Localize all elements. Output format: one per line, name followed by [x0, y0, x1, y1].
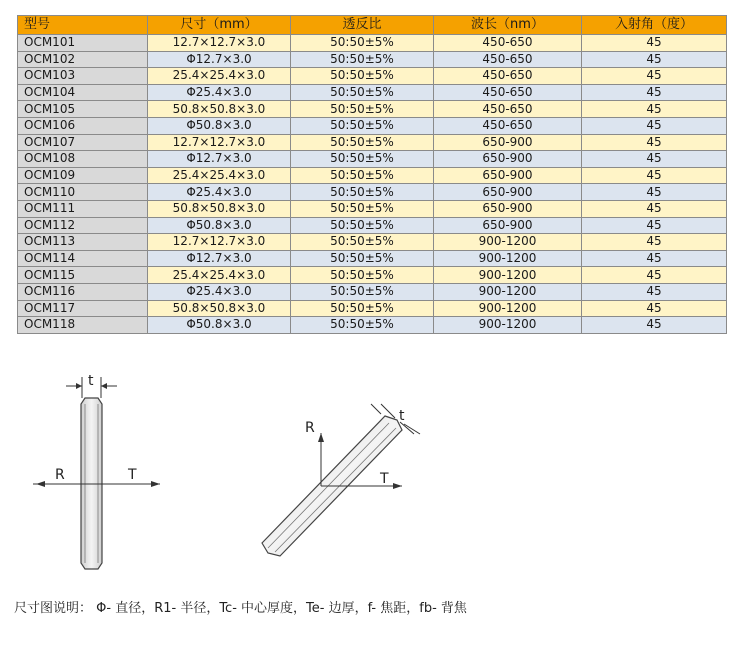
cell-angle: 45	[582, 51, 727, 68]
right-plate-diagram	[262, 404, 420, 556]
right-plate-edge-2	[275, 428, 396, 552]
cell-wavelength: 900-1200	[434, 317, 582, 334]
cell-model: OCM102	[18, 51, 148, 68]
cell-ratio: 50:50±5%	[291, 200, 434, 217]
table-row	[18, 167, 727, 184]
cell-model: OCM111	[18, 200, 148, 217]
cell-wavelength: 650-900	[434, 167, 582, 184]
table-row	[18, 234, 727, 251]
cell-model: OCM110	[18, 184, 148, 201]
cell-model: OCM103	[18, 68, 148, 85]
cell-model: OCM101	[18, 35, 148, 52]
cell-ratio: 50:50±5%	[291, 117, 434, 134]
left-dim-arrowhead-left	[76, 383, 82, 389]
cell-size: Φ50.8×3.0	[148, 317, 291, 334]
table-row	[18, 300, 727, 317]
header-wavelength: 波长（nm）	[434, 16, 582, 35]
left-thickness-label: t	[88, 373, 94, 389]
left-dim-arrowhead-right	[101, 383, 107, 389]
table-row	[18, 267, 727, 284]
right-dim-arrow-1	[381, 404, 395, 418]
left-reflected-label: R	[55, 467, 65, 483]
cell-size: 12.7×12.7×3.0	[148, 234, 291, 251]
cell-size: Φ25.4×3.0	[148, 184, 291, 201]
cell-ratio: 50:50±5%	[291, 184, 434, 201]
cell-model: OCM117	[18, 300, 148, 317]
cell-wavelength: 450-650	[434, 117, 582, 134]
cell-model: OCM107	[18, 134, 148, 151]
cell-size: Φ50.8×3.0	[148, 117, 291, 134]
cell-angle: 45	[582, 317, 727, 334]
table-row	[18, 35, 727, 52]
table-row	[18, 184, 727, 201]
cell-wavelength: 900-1200	[434, 267, 582, 284]
cell-angle: 45	[582, 200, 727, 217]
cell-ratio: 50:50±5%	[291, 317, 434, 334]
cell-ratio: 50:50±5%	[291, 167, 434, 184]
left-transmitted-label: T	[128, 467, 137, 483]
cell-model: OCM108	[18, 151, 148, 168]
cell-wavelength: 650-900	[434, 217, 582, 234]
cell-wavelength: 650-900	[434, 200, 582, 217]
cell-size: Φ25.4×3.0	[148, 283, 291, 300]
right-reflected-label: R	[305, 420, 315, 436]
table-row	[18, 200, 727, 217]
cell-size: Φ50.8×3.0	[148, 217, 291, 234]
cell-ratio: 50:50±5%	[291, 250, 434, 267]
table-row	[18, 217, 727, 234]
table-row	[18, 317, 727, 334]
cell-angle: 45	[582, 267, 727, 284]
cell-size: Φ25.4×3.0	[148, 84, 291, 101]
cell-angle: 45	[582, 68, 727, 85]
cell-angle: 45	[582, 217, 727, 234]
left-transmit-arrowhead	[151, 481, 160, 487]
table-body	[18, 35, 727, 334]
cell-wavelength: 900-1200	[434, 300, 582, 317]
cell-angle: 45	[582, 184, 727, 201]
cell-angle: 45	[582, 101, 727, 118]
cell-angle: 45	[582, 283, 727, 300]
cell-size: 25.4×25.4×3.0	[148, 267, 291, 284]
cell-ratio: 50:50±5%	[291, 267, 434, 284]
cell-wavelength: 650-900	[434, 184, 582, 201]
cell-size: 50.8×50.8×3.0	[148, 300, 291, 317]
cell-angle: 45	[582, 134, 727, 151]
table-row	[18, 250, 727, 267]
cell-wavelength: 900-1200	[434, 250, 582, 267]
cell-model: OCM115	[18, 267, 148, 284]
cell-size: 12.7×12.7×3.0	[148, 134, 291, 151]
header-ratio: 透反比	[291, 16, 434, 35]
cell-angle: 45	[582, 84, 727, 101]
cell-wavelength: 900-1200	[434, 234, 582, 251]
table-row	[18, 101, 727, 118]
cell-wavelength: 900-1200	[434, 283, 582, 300]
cell-size: 12.7×12.7×3.0	[148, 35, 291, 52]
table-row	[18, 51, 727, 68]
cell-ratio: 50:50±5%	[291, 151, 434, 168]
cell-model: OCM116	[18, 283, 148, 300]
right-transmit-arrowhead	[393, 483, 402, 489]
cell-ratio: 50:50±5%	[291, 101, 434, 118]
cell-model: OCM104	[18, 84, 148, 101]
cell-wavelength: 450-650	[434, 51, 582, 68]
cell-model: OCM109	[18, 167, 148, 184]
cell-size: 50.8×50.8×3.0	[148, 101, 291, 118]
cell-model: OCM106	[18, 117, 148, 134]
table-row	[18, 84, 727, 101]
cell-size: Φ12.7×3.0	[148, 250, 291, 267]
cell-size: 50.8×50.8×3.0	[148, 200, 291, 217]
right-thickness-label: t	[399, 408, 405, 424]
cell-ratio: 50:50±5%	[291, 234, 434, 251]
cell-model: OCM113	[18, 234, 148, 251]
left-plate-diagram	[33, 373, 160, 569]
cell-ratio: 50:50±5%	[291, 84, 434, 101]
cell-model: OCM118	[18, 317, 148, 334]
cell-size: Φ12.7×3.0	[148, 51, 291, 68]
cell-ratio: 50:50±5%	[291, 134, 434, 151]
cell-angle: 45	[582, 234, 727, 251]
cell-wavelength: 450-650	[434, 101, 582, 118]
cell-size: Φ12.7×3.0	[148, 151, 291, 168]
right-transmitted-label: T	[380, 471, 389, 487]
cell-model: OCM105	[18, 101, 148, 118]
cell-ratio: 50:50±5%	[291, 283, 434, 300]
cell-wavelength: 650-900	[434, 134, 582, 151]
cell-ratio: 50:50±5%	[291, 51, 434, 68]
cell-size: 25.4×25.4×3.0	[148, 167, 291, 184]
table-header-row	[18, 16, 727, 35]
table-row	[18, 117, 727, 134]
spec-table	[17, 15, 727, 334]
cell-angle: 45	[582, 35, 727, 52]
cell-wavelength: 450-650	[434, 68, 582, 85]
cell-ratio: 50:50±5%	[291, 35, 434, 52]
cell-angle: 45	[582, 167, 727, 184]
right-reflect-arrowhead	[318, 433, 324, 442]
cell-ratio: 50:50±5%	[291, 300, 434, 317]
cell-ratio: 50:50±5%	[291, 217, 434, 234]
diagrams	[0, 360, 745, 590]
table-row	[18, 283, 727, 300]
cell-wavelength: 450-650	[434, 35, 582, 52]
cell-angle: 45	[582, 117, 727, 134]
header-angle: 入射角（度）	[582, 16, 727, 35]
table-row	[18, 151, 727, 168]
right-dim-ext-1	[371, 404, 381, 414]
cell-angle: 45	[582, 300, 727, 317]
cell-ratio: 50:50±5%	[291, 68, 434, 85]
table-row	[18, 68, 727, 85]
cell-wavelength: 650-900	[434, 151, 582, 168]
header-size: 尺寸（mm）	[148, 16, 291, 35]
cell-model: OCM112	[18, 217, 148, 234]
dimension-caption: 尺寸图说明： Φ- 直径，R1- 半径，Tc- 中心厚度，Te- 边厚，f- 焦距，fb- 背焦	[14, 601, 467, 616]
cell-model: OCM114	[18, 250, 148, 267]
cell-angle: 45	[582, 250, 727, 267]
left-reflect-arrowhead	[36, 481, 45, 487]
cell-wavelength: 450-650	[434, 84, 582, 101]
cell-angle: 45	[582, 151, 727, 168]
table-row	[18, 134, 727, 151]
header-model: 型号	[18, 16, 148, 35]
cell-size: 25.4×25.4×3.0	[148, 68, 291, 85]
